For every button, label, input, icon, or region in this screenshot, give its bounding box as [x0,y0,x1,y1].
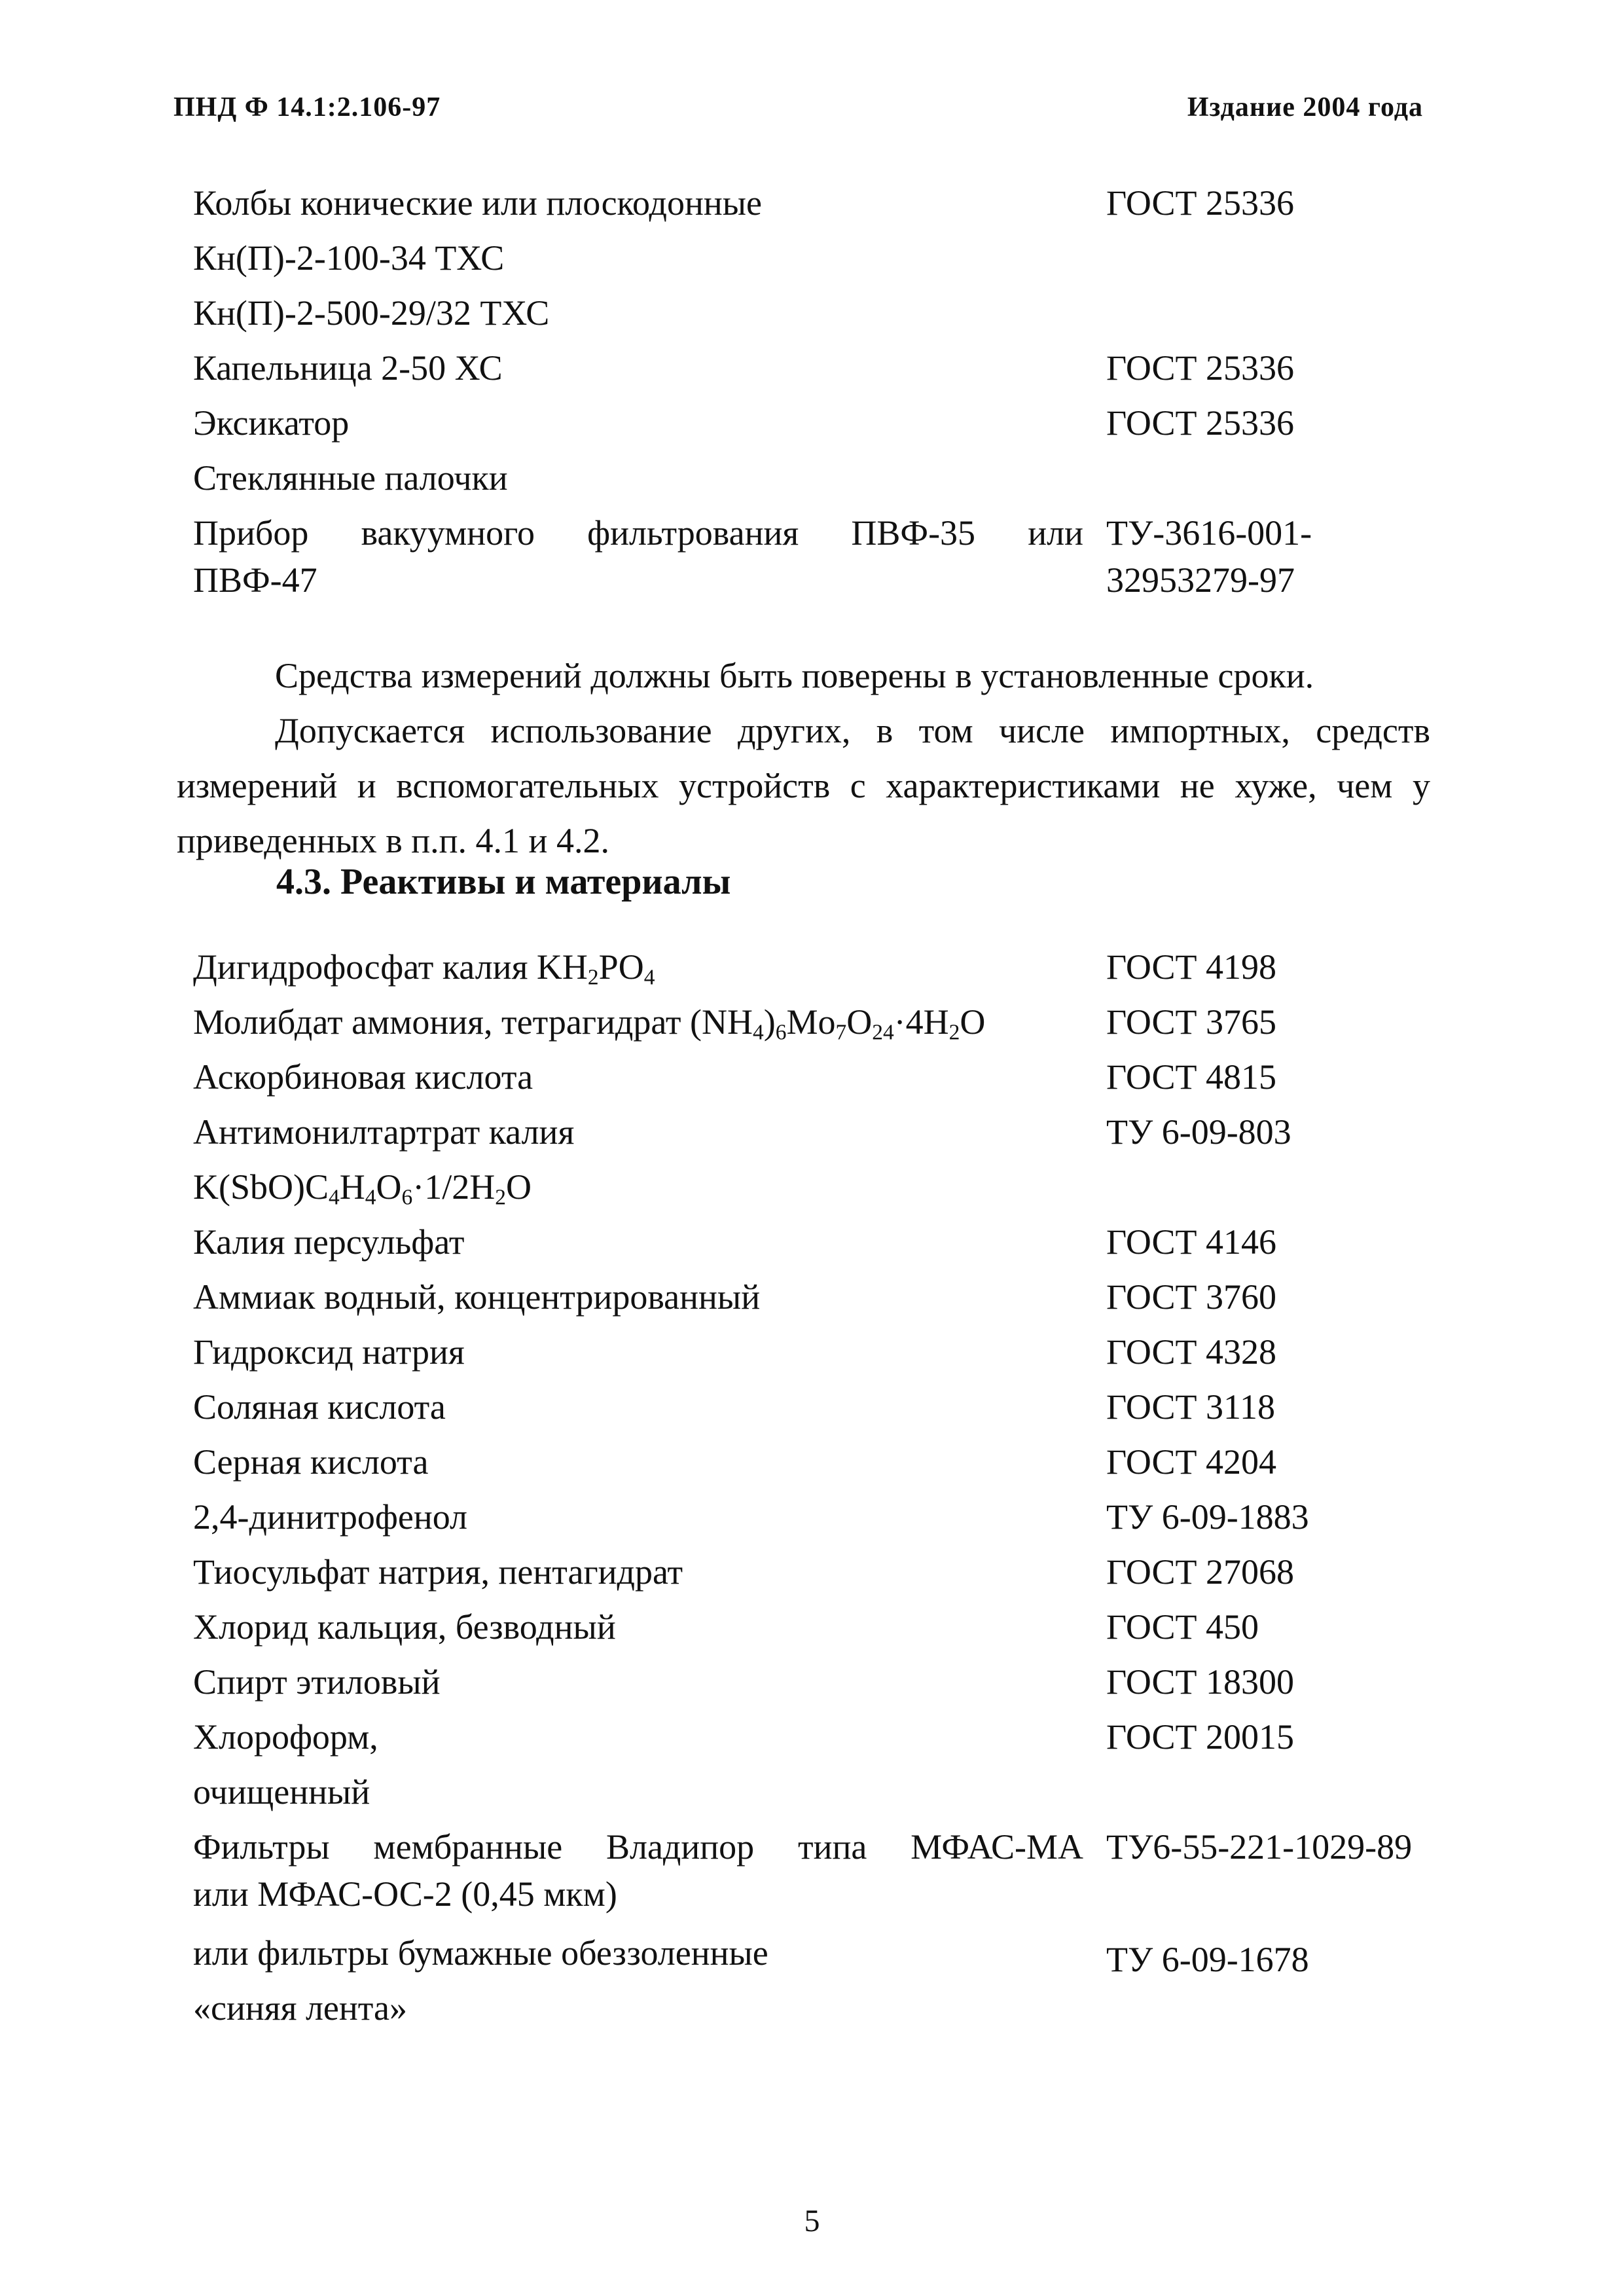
equipment-standard: ГОСТ 25336 [1106,348,1295,388]
edition-label: Издание 2004 года [1187,92,1423,122]
list-item [193,1925,1424,2035]
list-item [193,1434,1424,1489]
reagent-name: Калия персульфат [193,1222,465,1262]
reagent-standard: ГОСТ 27068 [1106,1552,1295,1592]
reagent-standard: ГОСТ 3760 [1106,1277,1277,1317]
reagent-name: Спирт этиловый [193,1662,441,1702]
equipment-name-line1: Прибор вакуумного фильтрования ПВФ-35 или [193,513,1083,553]
reagent-name: Антимонилтартрат калия [193,1112,575,1152]
reagent-name: Аскорбиновая кислота [193,1057,533,1097]
reagent-standard: ГОСТ 4328 [1106,1332,1277,1372]
list-item [193,175,1424,230]
reagent-standard: ГОСТ 20015 [1106,1717,1295,1757]
list-item [193,1049,1424,1104]
reagent-name: Серная кислота [193,1442,429,1482]
list-item [193,1214,1424,1269]
equipment-standard: ГОСТ 25336 [1106,183,1295,223]
reagent-name: Дигидрофосфат калия $KH_2PO_4$ [193,947,655,990]
reagent-standard: ГОСТ 3765 [1106,1002,1277,1042]
equipment-name: Кн(П)-2-500-29/32 ТХС [193,293,550,333]
reagent-name-line1: или фильтры бумажные обеззоленные [193,1933,768,1973]
reagent-name: Молибдат аммония, тетрагидрат $(NH_4)_6Mo_7O_{24}\cdot 4H_2O$ [193,1002,986,1045]
list-item [193,939,1424,994]
verification-paragraph: Средства измерений должны быть поверены в установленные сроки. [275,656,1314,695]
reagent-standard: ТУ6-55-221-1029-89 [1106,1827,1413,1867]
reagent-standard: ГОСТ 4198 [1106,947,1277,987]
list-item [193,1654,1424,1709]
reagent-standard: ГОСТ 3118 [1106,1387,1276,1427]
reagent-name: Соляная кислота [193,1387,446,1427]
reagent-name: Гидроксид натрия [193,1332,465,1372]
reagent-standard: ГОСТ 4815 [1106,1057,1277,1097]
alternatives-paragraph: Допускается использование других, в том числе импортных, средств измерений и вспомогательных устройств с характеристиками не хуже, чем у приведенных в п.п. 4.1 и 4.2. [177,711,1430,860]
list-item [193,230,1424,285]
equipment-name: Капельница 2-50 ХС [193,348,503,388]
reagent-name-line1: Фильтры мембранные Владипор типа МФАС-МА [193,1827,1083,1867]
list-item [193,1544,1424,1599]
equipment-name: Эксикатор [193,403,350,443]
list-item [193,1819,1424,1918]
equipment-name: Кн(П)-2-100-34 ТХС [193,238,505,278]
section-heading: 4.3. Реактивы и материалы [276,862,731,902]
reagent-standard: ГОСТ 4146 [1106,1222,1277,1262]
reagent-standard: ТУ 6-09-1883 [1106,1497,1309,1537]
standard-line2: 32953279-97 [1106,560,1295,600]
list-item [193,340,1424,395]
list-item [193,1104,1424,1214]
equipment-name: Стеклянные палочки [193,458,508,498]
list-item [193,450,1424,505]
reagent-standard: ГОСТ 450 [1106,1607,1259,1647]
list-item [193,994,1424,1049]
list-item [193,1269,1424,1324]
standard-line1: ТУ-3616-001- [1106,513,1312,553]
reagent-standard: ТУ 6-09-1678 [1106,1940,1309,1979]
reagent-name: Аммиак водный, концентрированный [193,1277,761,1317]
reagents-list [193,939,1424,2035]
equipment-name: Колбы конические или плоскодонные [193,183,763,223]
equipment-standard: ГОСТ 25336 [1106,403,1295,443]
reagent-name-line1: Хлороформ, [193,1717,378,1757]
equipment-standard [1106,509,1447,604]
reagent-name: Тиосульфат натрия, пентагидрат [193,1552,683,1592]
list-item [193,395,1424,450]
equipment-list [193,175,1424,604]
reagent-name-line2: или МФАС-ОС-2 (0,45 мкм) [193,1874,617,1914]
list-item [193,285,1424,340]
reagent-standard: ТУ 6-09-803 [1106,1112,1291,1152]
list-item [193,1709,1424,1819]
list-item [193,1379,1424,1434]
reagent-formula: $K(SbO)C_4H_4O_6\cdot 1/2H_2O$ [193,1167,532,1210]
list-item [193,1489,1424,1544]
list-item [193,1599,1424,1654]
reagent-name: 2,4-динитрофенол [193,1497,468,1537]
reagent-name-line2: очищенный [193,1772,370,1812]
reagent-standard: ГОСТ 4204 [1106,1442,1277,1482]
list-item [193,505,1424,604]
reagent-name-line2: «синяя лента» [193,1988,407,2028]
list-item [193,1324,1424,1379]
reagent-standard: ГОСТ 18300 [1106,1662,1295,1702]
equipment-name-line2: ПВФ-47 [193,560,317,600]
reagent-name: Хлорид кальция, безводный [193,1607,616,1647]
document-code: ПНД Ф 14.1:2.106-97 [173,92,441,122]
page-number: 5 [804,2204,820,2238]
